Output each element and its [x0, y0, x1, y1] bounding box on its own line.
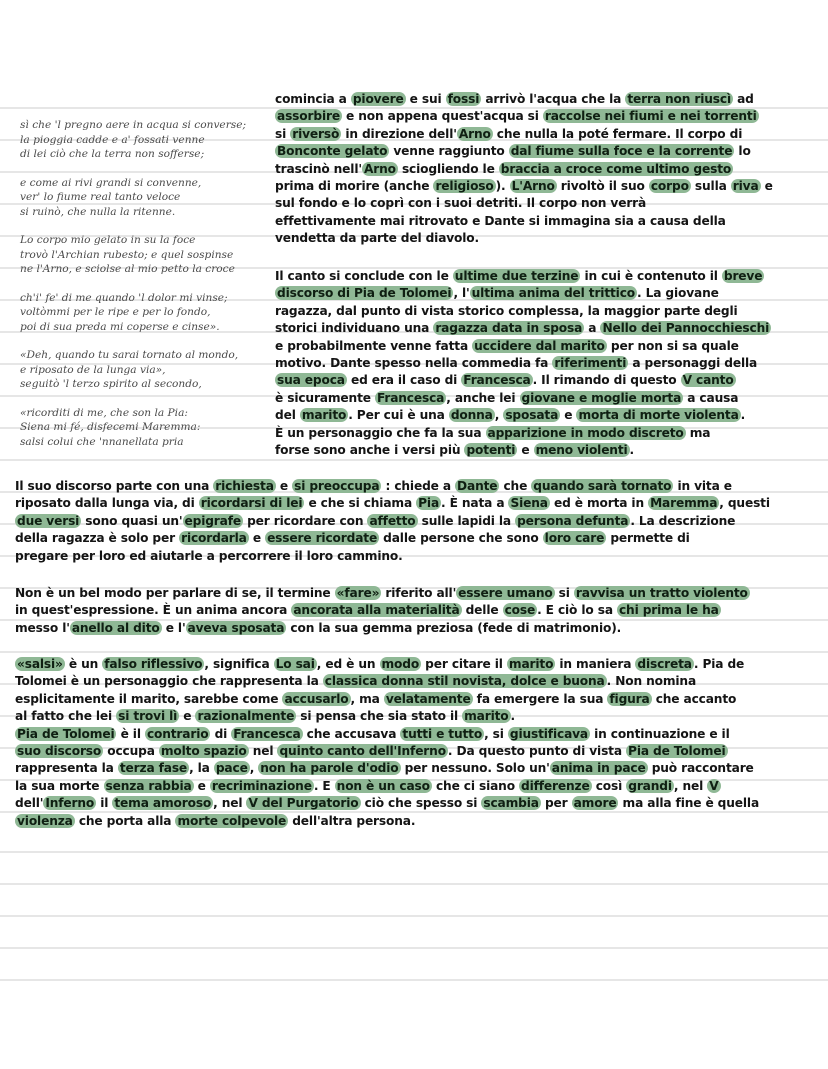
highlighted-text: velatamente	[385, 691, 471, 706]
note-text: sul fondo e lo coprì con i suoi detriti. Il corpo non verrà	[275, 196, 647, 211]
note-text: che nulla la poté fermare. Il corpo di	[492, 126, 743, 141]
note-text: il	[96, 796, 113, 811]
highlighted-text: violenza	[17, 813, 73, 828]
note-text: in vita e	[673, 479, 732, 493]
highlighted-text: quinto canto dell'Inferno	[279, 744, 446, 759]
note-text: si	[554, 586, 574, 600]
highlighted-text: marito	[301, 408, 347, 423]
note-text: e	[517, 443, 534, 458]
note-text: di	[210, 726, 232, 741]
highlighted-text: braccia a croce come ultimo gesto	[500, 161, 732, 176]
note-text: e	[179, 709, 196, 724]
highlighted-text: differenze	[521, 778, 590, 793]
note-text: in direzione dell'	[341, 126, 457, 141]
highlighted-text: Francesca	[463, 373, 531, 388]
highlighted-text: morta di morte violenta	[578, 408, 739, 423]
note-text: in maniera	[555, 657, 636, 671]
highlighted-text: senza rabbia	[105, 778, 192, 793]
note-text: in continuazione e il	[590, 726, 730, 741]
note-text: . Pia de	[693, 657, 745, 671]
note-text: che	[499, 479, 532, 493]
highlighted-text: scambia	[483, 796, 539, 811]
note-text: . Il rimando di questo	[532, 373, 681, 388]
highlighted-text: piovere	[352, 92, 404, 106]
highlighted-text: loro care	[544, 531, 605, 546]
note-text: rivoltò il suo	[556, 179, 649, 194]
note-text: si	[275, 126, 291, 141]
note-text: Il canto si conclude con le	[275, 269, 453, 283]
highlighted-text: discorso di Pia de Tolomei	[277, 286, 452, 301]
note-text: sulle lapidi la	[417, 513, 516, 528]
note-text: nel	[248, 744, 278, 759]
note-text: lo	[734, 144, 751, 159]
poem-verse: si ruinò, che nulla la ritenne.	[20, 205, 176, 218]
note-text: fa emergere la sua	[472, 691, 608, 706]
highlighted-text: ultima anima del trittico	[471, 286, 636, 301]
ruled-line	[0, 947, 828, 949]
poem-verse: «ricorditi di me, che son la Pia:	[20, 406, 188, 419]
highlighted-text: «salsi»	[17, 657, 63, 671]
highlighted-text: morte colpevole	[177, 813, 287, 828]
note-line	[275, 230, 815, 247]
note-text: È un personaggio che fa la sua	[275, 425, 486, 440]
note-text: in cui è contenuto il	[580, 269, 722, 283]
highlighted-text: ravvisa un tratto violento	[575, 586, 748, 600]
note-line	[15, 673, 815, 690]
highlighted-text: Bonconte gelato	[277, 144, 388, 159]
note-text: e	[560, 408, 577, 423]
note-text: arrivò l'acqua che la	[481, 92, 626, 106]
poem-verse: Siena mi fé, disfecemi Maremma:	[20, 421, 201, 433]
highlighted-text: grandi	[628, 778, 672, 793]
highlighted-text: riferimenti	[554, 356, 627, 371]
note-line	[15, 620, 815, 637]
note-text: che ci siano	[431, 778, 520, 793]
note-text: pregare per loro ed aiutarle a percorrere il loro cammino.	[15, 548, 403, 563]
note-line	[275, 407, 815, 424]
highlighted-text: Dante	[457, 479, 498, 493]
poem-verse: e come ai rivi grandi si convenne,	[20, 176, 202, 189]
highlighted-text: sua epoca	[277, 373, 345, 388]
note-text: ma alla fine è quella	[618, 796, 760, 811]
note-text: comincia a	[275, 92, 351, 106]
note-text: ad	[732, 92, 754, 106]
highlighted-text: anello al dito	[71, 620, 160, 635]
note-line	[15, 656, 815, 673]
note-line	[15, 708, 815, 725]
note-text: così	[591, 778, 627, 793]
note-text: ma	[685, 425, 711, 440]
notes-paragraph-fare	[15, 585, 815, 637]
highlighted-text: marito	[508, 657, 554, 671]
highlighted-text: ricordarsi di lei	[200, 496, 303, 511]
note-text: , ed è un	[316, 657, 380, 671]
note-text: con la sua gemma preziosa (fede di matrimonio).	[286, 620, 622, 635]
note-line	[275, 390, 815, 407]
note-line	[275, 143, 815, 160]
highlighted-text: V del Purgatorio	[248, 796, 359, 811]
note-line	[275, 285, 815, 302]
note-text: rappresenta la	[15, 761, 118, 776]
note-text: sciogliendo le	[397, 161, 499, 176]
highlighted-text: fossi	[447, 92, 480, 106]
note-text: per	[540, 796, 572, 811]
note-line	[275, 213, 815, 230]
note-text: al fatto che lei	[15, 709, 117, 724]
highlighted-text: breve	[723, 269, 763, 283]
highlighted-text: corpo	[650, 179, 689, 194]
note-text: trascinò nell'	[275, 161, 362, 176]
note-text: per citare il	[421, 657, 507, 671]
note-line	[15, 513, 815, 530]
highlighted-text: Pia de Tolomei	[628, 744, 726, 759]
ruled-line	[0, 883, 828, 885]
note-text: .	[510, 709, 516, 724]
highlighted-text: Inferno	[45, 796, 95, 811]
note-text: . E ciò lo sa	[537, 603, 617, 618]
highlighted-text: apparizione in modo discreto	[487, 425, 684, 440]
highlighted-text: falso riflessivo	[104, 657, 203, 671]
note-text: della ragazza è solo per	[15, 531, 180, 546]
highlighted-text: modo	[381, 657, 420, 671]
note-text: .	[629, 443, 635, 458]
notes-paragraph-pia-discorso	[15, 478, 815, 565]
note-text: Il suo discorso parte con una	[15, 479, 214, 493]
note-text: sulla	[690, 179, 731, 194]
note-text: e	[760, 179, 773, 194]
highlighted-text: affetto	[369, 513, 416, 528]
highlighted-text: terra non riuscì	[627, 92, 731, 106]
note-text: esplicitamente il marito, sarebbe come	[15, 691, 283, 706]
note-text: e	[248, 531, 266, 546]
note-line	[15, 602, 815, 619]
note-line	[15, 585, 815, 602]
note-line	[275, 372, 815, 389]
highlighted-text: Maremma	[650, 496, 718, 511]
note-text: ,	[494, 408, 504, 423]
ruled-line	[0, 851, 828, 853]
highlighted-text: si trovi lì	[118, 709, 178, 724]
note-text: per non si sa quale	[606, 338, 739, 353]
note-text: è sicuramente	[275, 390, 375, 405]
note-text: Non è un bel modo per parlare di se, il termine	[15, 586, 335, 600]
poem-verse: poi di sua preda mi coperse e cinse».	[20, 320, 220, 333]
note-text: dell'altra persona.	[288, 813, 416, 828]
highlighted-text: V canto	[682, 373, 734, 388]
note-text: che porta alla	[74, 813, 176, 828]
highlighted-text: richiesta	[215, 479, 274, 493]
ruled-line	[0, 979, 828, 981]
highlighted-text: Arno	[458, 126, 491, 141]
note-text: per ricordare con	[243, 513, 368, 528]
note-text: , ma	[350, 691, 384, 706]
highlighted-text: riva	[732, 179, 759, 194]
highlighted-text: contrario	[146, 726, 209, 741]
highlighted-text: amore	[573, 796, 617, 811]
note-line	[15, 691, 815, 708]
poem-excerpt-purgatorio-v	[20, 118, 270, 463]
note-text: e l'	[161, 620, 186, 635]
poem-verse: ver' lo fiume real tanto veloce	[20, 191, 181, 203]
note-text: effettivamente mai ritrovato e Dante si immagina sia a causa della	[275, 213, 726, 228]
highlighted-text: figura	[609, 691, 650, 706]
poem-verse: salsi colui che 'nnanellata pria	[20, 435, 184, 448]
highlighted-text: tutti e tutto	[402, 726, 483, 741]
note-text: occupa	[103, 744, 159, 759]
note-text: , significa	[204, 657, 274, 671]
note-text: per nessuno. Solo un'	[400, 761, 550, 776]
poem-stanza	[20, 406, 270, 450]
note-line	[275, 303, 815, 320]
highlighted-text: raccolse nei fiumi e nei torrenti	[544, 109, 757, 124]
note-text: riferito all'	[381, 586, 457, 600]
note-line	[15, 778, 815, 795]
note-text: a causa	[683, 390, 739, 405]
highlighted-text: Francesca	[376, 390, 445, 405]
highlighted-text: persona defunta	[517, 513, 629, 528]
highlighted-text: tema amoroso	[114, 796, 212, 811]
highlighted-text: Siena	[510, 496, 548, 511]
poem-verse: seguitò 'l terzo spirito al secondo,	[20, 378, 202, 390]
poem-stanza	[20, 176, 270, 220]
note-text: ciò che spesso si	[360, 796, 482, 811]
highlighted-text: ricordarla	[181, 531, 247, 546]
highlighted-text: chi prima le ha	[618, 603, 719, 618]
poem-stanza	[20, 348, 270, 392]
note-text: . La descrizione	[630, 513, 736, 528]
highlighted-text: potenti	[466, 443, 516, 458]
note-line	[15, 495, 815, 512]
highlighted-text: Pia	[418, 496, 440, 511]
note-text: a personaggi della	[628, 356, 758, 371]
note-text: , nel	[213, 796, 247, 811]
highlighted-text: essere umano	[458, 586, 553, 600]
highlighted-text: religioso	[435, 179, 494, 194]
note-text: venne raggiunto	[389, 144, 509, 159]
highlighted-text: ragazza data in sposa	[435, 321, 583, 336]
poem-verse: «Deh, quando tu sarai tornato al mondo,	[20, 349, 239, 361]
highlighted-text: quando sarà tornato	[533, 479, 672, 493]
highlighted-text: razionalmente	[197, 709, 295, 724]
note-line	[15, 795, 815, 812]
note-text: , si	[484, 726, 508, 741]
note-line	[275, 91, 815, 108]
highlighted-text: riversò	[292, 126, 340, 141]
note-text: . Per cui è una	[348, 408, 449, 423]
poem-verse: Lo corpo mio gelato in su la foce	[20, 234, 196, 246]
highlighted-text: V	[709, 778, 719, 793]
note-text: del	[275, 408, 300, 423]
note-line	[275, 355, 815, 372]
highlighted-text: donna	[450, 408, 493, 423]
note-text: , questi	[719, 496, 770, 511]
note-text: ragazza, dal punto di vista storico complessa, la maggior parte degli	[275, 303, 738, 318]
highlighted-text: cose	[504, 603, 536, 618]
note-text: prima di morire (anche	[275, 179, 434, 194]
note-text: e	[193, 778, 210, 793]
note-line	[15, 478, 815, 495]
note-text: motivo. Dante spesso nella commedia fa	[275, 356, 553, 371]
highlighted-text: Pia de Tolomei	[17, 726, 115, 741]
highlighted-text: Francesca	[233, 726, 301, 741]
note-text: , nel	[673, 778, 708, 793]
note-text: . Da questo punto di vista	[447, 744, 627, 759]
notes-paragraph-salsi	[15, 656, 815, 830]
highlighted-text: dal fiume sulla foce e la corrente	[510, 144, 733, 159]
note-text: delle	[461, 603, 503, 618]
poem-verse: trovò l'Archian rubesto; e quel sospinse	[20, 248, 234, 261]
note-text: è il	[116, 726, 145, 741]
highlighted-text: marito	[464, 709, 509, 724]
highlighted-text: meno violenti	[535, 443, 628, 458]
highlighted-text: discreta	[637, 657, 692, 671]
highlighted-text: ultime due terzine	[454, 269, 579, 283]
note-text: è un	[64, 657, 103, 671]
poem-verse: sì che 'l pregno aere in acqua si converse;	[20, 119, 247, 131]
note-text: , l'	[453, 286, 470, 301]
highlighted-text: ancorata alla materialità	[293, 603, 460, 618]
highlighted-text: due versi	[17, 513, 80, 528]
poem-verse: voltòmmi per le ripe e per lo fondo,	[20, 306, 211, 318]
highlighted-text: molto spazio	[160, 744, 247, 759]
note-text: ,	[249, 761, 259, 776]
poem-stanza	[20, 118, 270, 162]
highlighted-text: si preoccupa	[294, 479, 380, 493]
note-line	[275, 268, 815, 285]
note-text: Tolomei è un personaggio che rappresenta la	[15, 674, 323, 689]
note-text: . E	[313, 778, 335, 793]
note-text: e	[275, 479, 293, 493]
note-line	[275, 108, 815, 125]
note-line	[15, 548, 815, 565]
highlighted-text: assorbire	[277, 109, 340, 124]
note-text: permette di	[606, 531, 690, 546]
note-text: e probabilmente venne fatta	[275, 338, 473, 353]
poem-verse: e riposato de la lunga via»,	[20, 363, 166, 376]
highlighted-text: Nello dei Pannocchieschi	[602, 321, 770, 336]
highlighted-text: pace	[215, 761, 248, 776]
note-line	[275, 161, 815, 178]
highlighted-text: giovane e moglie morta	[521, 390, 682, 405]
highlighted-text: essere ricordate	[267, 531, 378, 546]
highlighted-text: «fare»	[336, 586, 380, 600]
highlighted-text: Arno	[363, 161, 396, 176]
poem-verse: di lei ciò che la terra non sofferse;	[20, 148, 205, 160]
poem-verse: la pioggia cadde e a' fossati venne	[20, 133, 205, 146]
note-text: forse sono anche i versi più	[275, 443, 465, 458]
note-text: in quest'espressione. È un anima ancora	[15, 603, 292, 618]
note-line	[275, 126, 815, 143]
note-text: . Non nomina	[606, 674, 697, 689]
note-line	[275, 338, 815, 355]
note-line	[15, 726, 815, 743]
highlighted-text: accusarlo	[284, 691, 349, 706]
note-text: dalle persone che sono	[379, 531, 543, 546]
note-text: ed era il caso di	[346, 373, 462, 388]
poem-verse: ch'i' fe' di me quando 'l dolor mi vinse;	[20, 291, 228, 304]
note-text: che accusava	[302, 726, 401, 741]
note-text: , anche lei	[446, 390, 520, 405]
note-text: ).	[495, 179, 510, 194]
ruled-line	[0, 651, 828, 653]
note-line	[275, 195, 815, 212]
poem-verse: ne l'Arno, e sciolse al mio petto la croce	[20, 263, 235, 275]
highlighted-text: aveva sposata	[187, 620, 285, 635]
highlighted-text: anima in pace	[551, 761, 646, 776]
poem-stanza	[20, 233, 270, 277]
ruled-line	[0, 915, 828, 917]
highlighted-text: non è un caso	[336, 778, 430, 793]
highlighted-text: non ha parole d'odio	[260, 761, 399, 776]
note-text: ed è morta in	[549, 496, 649, 511]
note-text: e non appena quest'acqua si	[341, 109, 543, 124]
notes-paragraph-pia-intro	[275, 268, 815, 459]
note-text: , la	[189, 761, 214, 776]
note-text: riposato dalla lunga via, di	[15, 496, 199, 511]
note-text: la sua morte	[15, 778, 104, 793]
note-line	[15, 530, 815, 547]
note-text: : chiede a	[381, 479, 456, 493]
note-line	[275, 442, 815, 459]
highlighted-text: epigrafe	[184, 513, 242, 528]
note-text: storici individuano una	[275, 321, 434, 336]
note-text: a	[584, 321, 601, 336]
note-text: può raccontare	[647, 761, 754, 776]
highlighted-text: Lo sai	[275, 657, 315, 671]
note-line	[15, 760, 815, 777]
note-line	[275, 425, 815, 442]
highlighted-text: classica donna stil novista, dolce e buona	[324, 674, 605, 689]
note-line	[275, 320, 815, 337]
highlighted-text: giustificava	[509, 726, 589, 741]
note-text: . È nata a	[441, 496, 509, 511]
highlighted-text: sposata	[505, 408, 559, 423]
note-text: e sui	[405, 92, 446, 106]
highlighted-text: L'Arno	[511, 179, 555, 194]
poem-stanza	[20, 291, 270, 335]
note-text: messo l'	[15, 620, 70, 635]
note-text: .	[740, 408, 746, 423]
highlighted-text: recriminazione	[211, 778, 312, 793]
note-line	[15, 743, 815, 760]
note-text: sono quasi un'	[81, 513, 183, 528]
note-text: . La giovane	[637, 286, 719, 301]
note-text: che accanto	[651, 691, 737, 706]
note-line	[15, 813, 815, 830]
highlighted-text: terza fase	[119, 761, 188, 776]
highlighted-text: uccidere dal marito	[474, 338, 605, 353]
highlighted-text: suo discorso	[17, 744, 102, 759]
note-text: e che si chiama	[304, 496, 417, 511]
note-text: dell'	[15, 796, 44, 811]
note-line	[275, 178, 815, 195]
note-text: vendetta da parte del diavolo.	[275, 231, 480, 246]
note-text: si pensa che sia stato il	[296, 709, 463, 724]
notes-paragraph-bonconte	[275, 91, 815, 248]
